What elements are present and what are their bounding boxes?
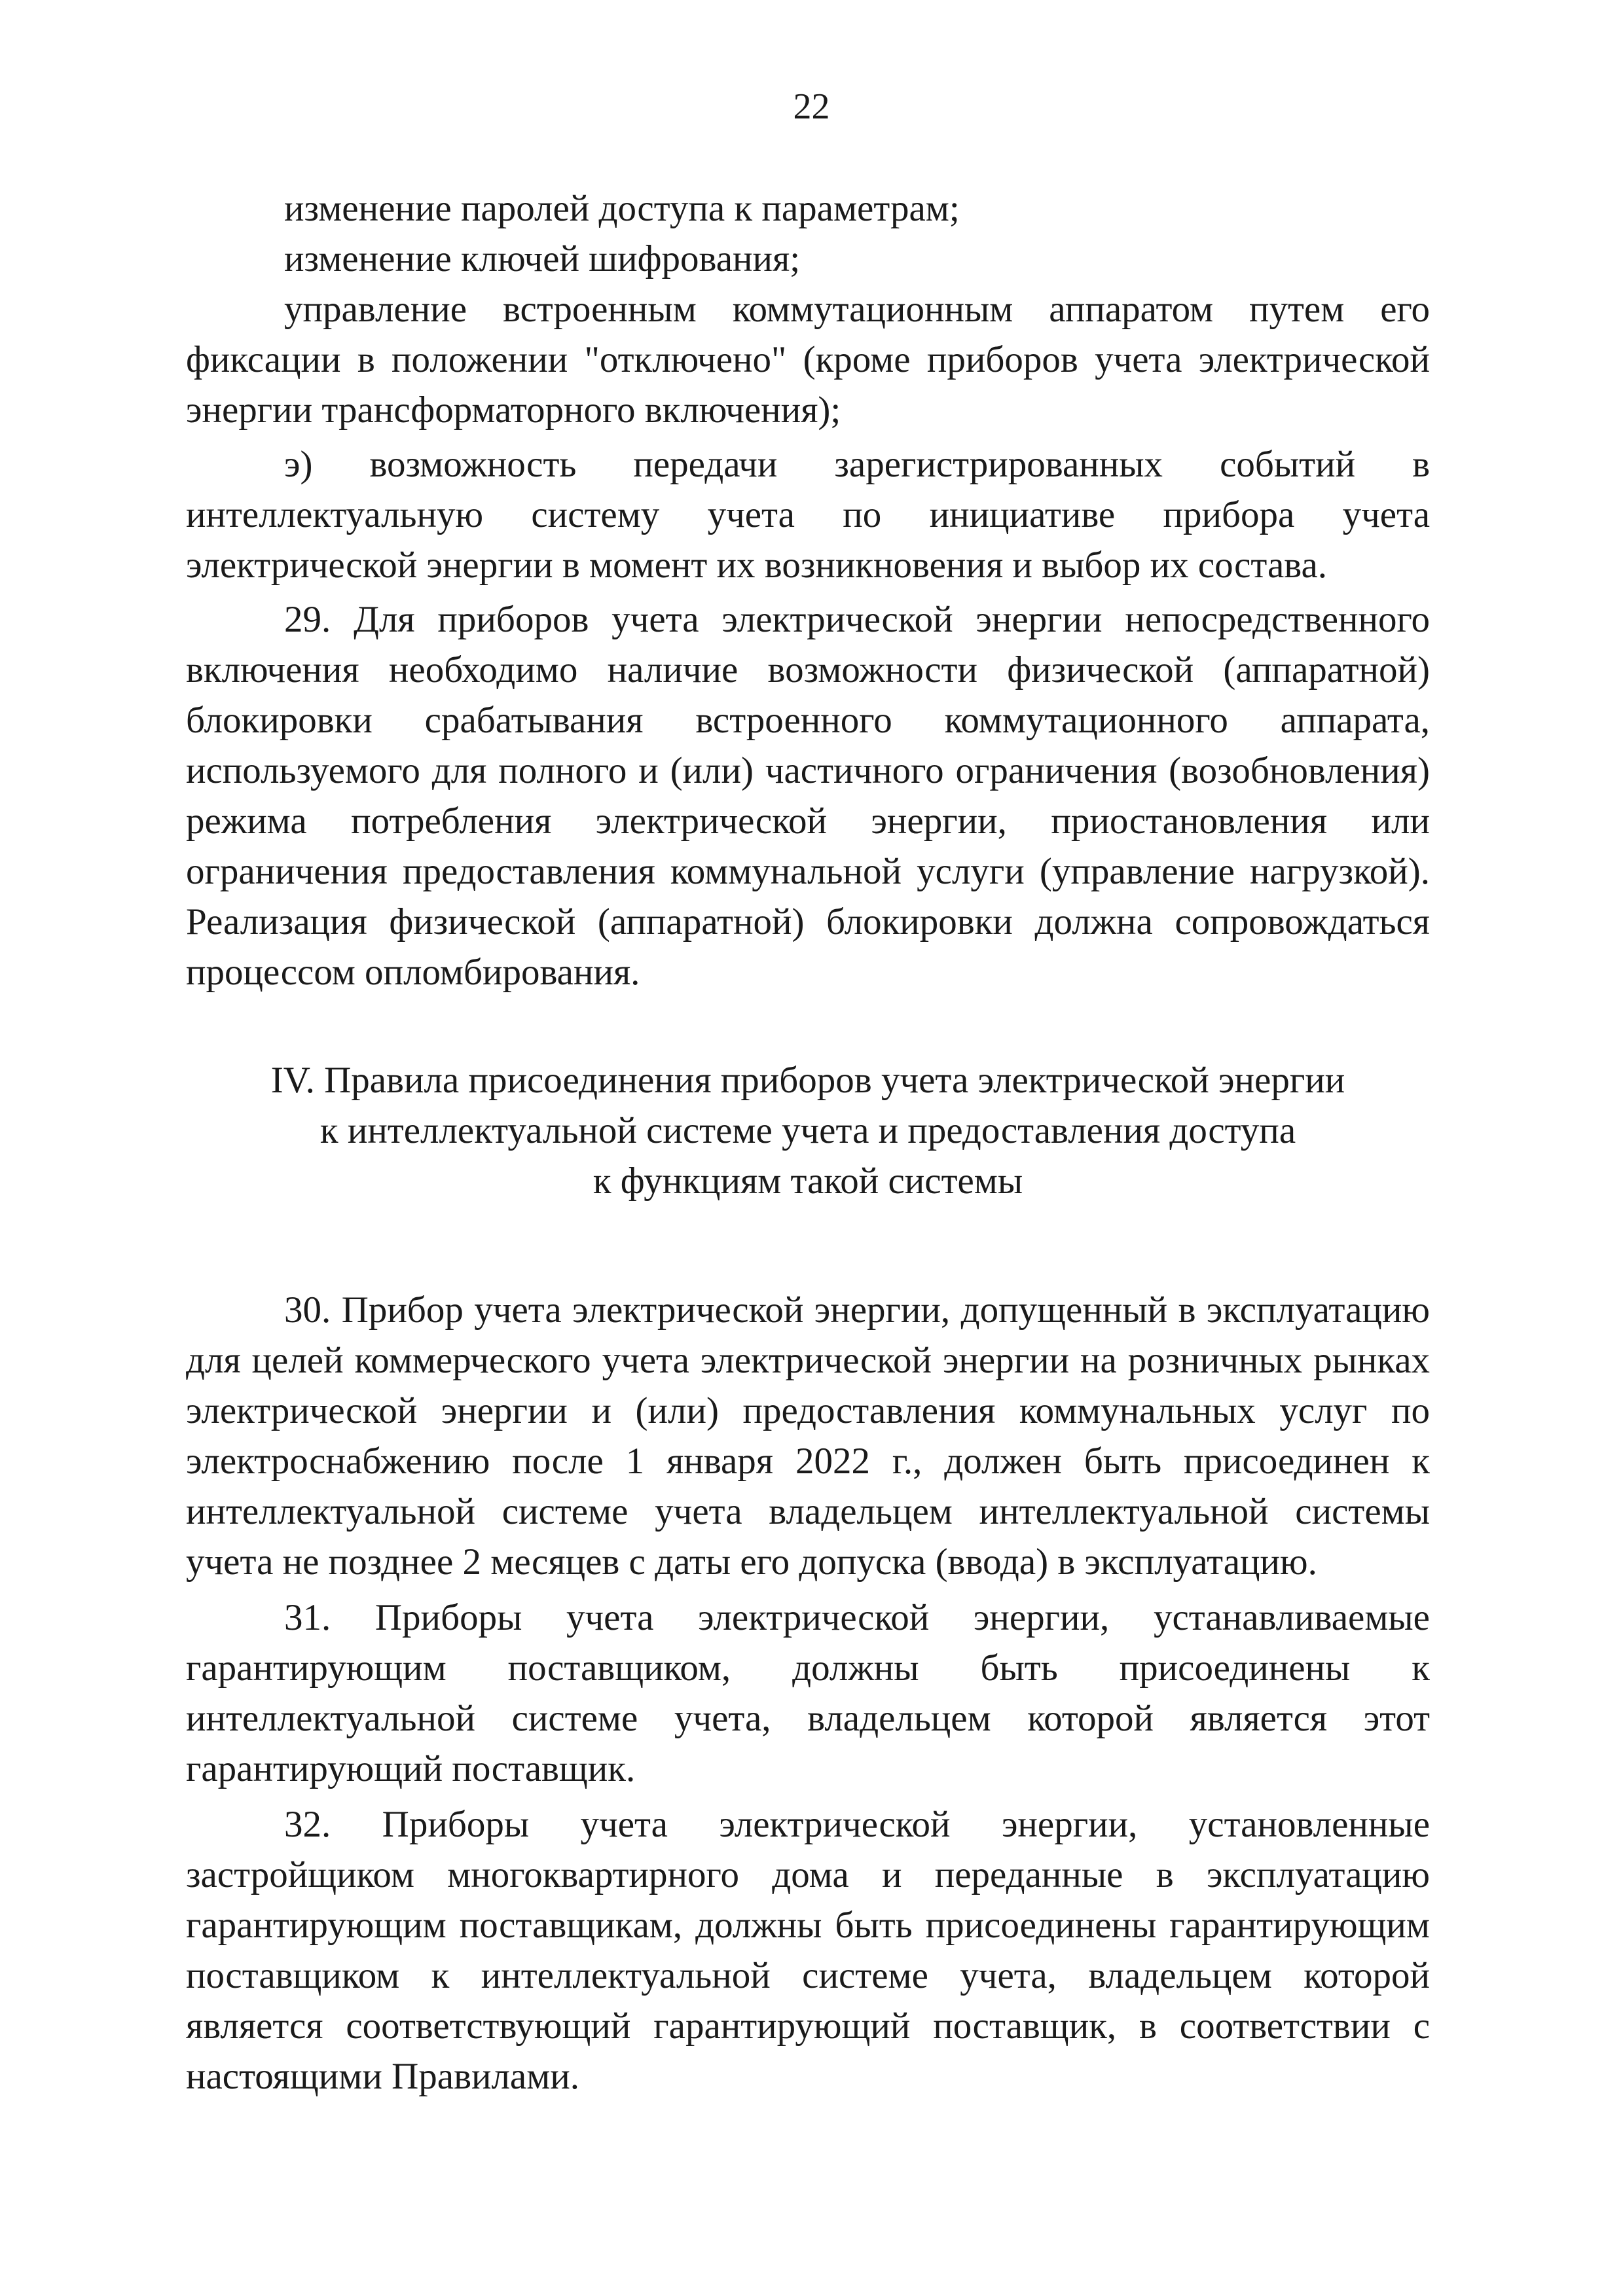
document-body bbox=[186, 183, 1430, 2102]
list-item-change-keys: изменение ключей шифрования; bbox=[284, 238, 801, 279]
paragraph-30: 30. Прибор учета электрической энергии, допущенный в эксплуатацию для целей коммерческого учета электрической энергии на розничных рынках электрической энергии и (или) предоставления коммунальных услуг по электроснабжению после 1 января 2022 г., должен быть присоединен к интеллектуальной системе учета владельцем интеллектуальной системы учета не позднее 2 месяцев с даты его допуска (ввода) в эксплуатацию. bbox=[186, 1289, 1430, 1583]
section-heading-line-3: к функциям такой системы bbox=[593, 1160, 1023, 1202]
list-item-switch-control: управление встроенным коммутационным аппаратом путем его фиксации в положении "отключено" (кроме приборов учета электрической энергии трансформаторного включения); bbox=[186, 289, 1430, 431]
page-number: 22 bbox=[793, 86, 830, 127]
list-item-change-passwords: изменение паролей доступа к параметрам; bbox=[284, 188, 960, 229]
section-heading-line-1: IV. Правила присоединения приборов учета электрической энергии bbox=[270, 1060, 1345, 1101]
paragraph-32: 32. Приборы учета электрической энергии, установленные застройщиком многоквартирного дома и переданные в эксплуатацию гарантирующим поставщикам, должны быть присоединены гарантирующим поставщиком к интеллектуальной системе учета, владельцем которой является соответствующий гарантирующий поставщик, в соответствии с настоящими Правилами. bbox=[186, 1804, 1430, 2097]
paragraph-31: 31. Приборы учета электрической энергии, устанавливаемые гарантирующим поставщиком, должны быть присоединены к интеллектуальной системе учета, владельцем которой является этот гарантирующий поставщик. bbox=[186, 1597, 1430, 1789]
paragraph-29: 29. Для приборов учета электрической энергии непосредственного включения необходимо наличие возможности физической (аппаратной) блокировки срабатывания встроенного коммутационного аппарата, используемого для полного и (или) частичного ограничения (возобновления) режима потребления электрической энергии, приостановления или ограничения предоставления коммунальной услуги (управление нагрузкой). Реализация физической (аппаратной) блокировки должна сопровождаться процессом опломбирования. bbox=[186, 599, 1430, 993]
section-heading-line-2: к интеллектуальной системе учета и предоставления доступа bbox=[319, 1110, 1296, 1151]
section-heading bbox=[186, 1055, 1430, 1206]
paragraph-e-event-transfer: э) возможность передачи зарегистрированных событий в интеллектуальную систему учета по инициативе прибора учета электрической энергии в момент их возникновения и выбор их состава. bbox=[186, 444, 1430, 586]
